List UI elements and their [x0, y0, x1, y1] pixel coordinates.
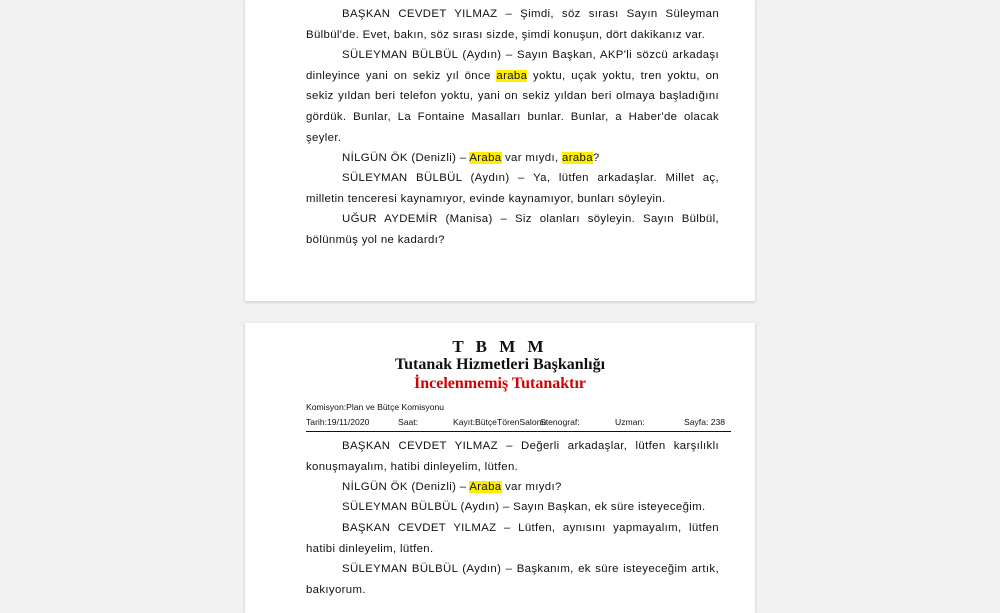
header-incelenmemis-tutanak: İncelenmemiş Tutanaktır	[413, 375, 586, 392]
text-run: SÜLEYMAN BÜLBÜL (Aydın) – Sayın Başkan, ek süre isteyeceğim.	[342, 501, 706, 513]
meta-tarih: Tarih:19/11/2020	[306, 417, 370, 427]
text-run: SÜLEYMAN BÜLBÜL (Aydın) – Sayın Başkan, AKP'li sözcü arkadaşı dinleyince yani on sekiz yıl önce	[306, 49, 719, 82]
text-run: SÜLEYMAN BÜLBÜL (Aydın) – Başkanım, ek süre isteyeceğim artık, bakıyorum.	[306, 563, 719, 596]
highlighted-term: araba	[562, 152, 593, 164]
paragraph	[306, 477, 719, 498]
header-tutanak-hizmetleri: Tutanak Hizmetleri Başkanlığı	[394, 356, 606, 373]
text-run: yoktu, uçak yoktu, tren yoktu, on sekiz yıldan beri telefon yoktu, yani on sekiz yıldan beri olmaya başladığını gördük. Bunlar, La Fontaine Masalları bunlar. Bunlar, a Haber'de olacak şeyler.	[306, 69, 719, 144]
highlighted-term: Araba	[469, 481, 502, 493]
meta-saat: Saat:	[398, 417, 419, 427]
paragraph	[306, 518, 719, 559]
paragraph	[306, 559, 719, 600]
text-run: var mıydı,	[501, 152, 563, 164]
paragraph	[306, 168, 719, 209]
paragraph	[306, 148, 719, 169]
text-run: NİLGÜN ÖK (Denizli) –	[342, 152, 470, 164]
paragraph	[306, 436, 719, 477]
paragraph	[306, 497, 719, 518]
paragraph	[306, 4, 719, 45]
document-page-2	[245, 323, 755, 613]
text-run: BAŞKAN CEVDET YILMAZ – Şimdi, söz sırası Sayın Süleyman Bülbül'de. Evet, bakın, söz sırası sizde, şimdi konuşun, dört dakikanız var.	[306, 8, 719, 41]
meta-komisyon: Komisyon:Plan ve Bütçe Komisyonu	[306, 402, 445, 412]
meta-sayfa: Sayfa: 238	[684, 417, 726, 427]
text-run: BAŞKAN CEVDET YILMAZ – Değerli arkadaşlar, lütfen karşılıklı konuşmayalım, hatibi dinleyelim, lütfen.	[306, 440, 719, 473]
highlighted-term: Araba	[469, 152, 502, 164]
highlighted-term: araba	[496, 69, 528, 82]
text-run: SÜLEYMAN BÜLBÜL (Aydın) – Ya, lütfen arkadaşlar. Millet aç, milletin tenceresi kaynamıyor, evinde kaynamıyor, bunları söyleyin.	[306, 172, 719, 205]
paragraph	[306, 45, 719, 149]
text-run: var mıydı?	[501, 481, 562, 493]
text-run: ?	[592, 152, 600, 164]
paragraph	[306, 209, 719, 250]
meta-uzman: Uzman:	[615, 417, 645, 427]
text-run: BAŞKAN CEVDET YILMAZ – Lütfen, aynısını yapmayalım, lütfen hatibi dinleyelim, lütfen.	[306, 522, 719, 555]
text-run: UĞUR AYDEMİR (Manisa) – Siz olanları söyleyin. Sayın Bülbül, bölünmüş yol ne kadardı?	[306, 213, 719, 246]
meta-kayit: Kayıt:BütçeTörenSalonu	[453, 417, 547, 427]
document-page-1	[245, 0, 755, 301]
meta-stenograf: Stenograf:	[540, 417, 580, 427]
text-run: NİLGÜN ÖK (Denizli) –	[342, 481, 470, 493]
header-tbmm: T B M M	[452, 337, 548, 356]
header-rule	[306, 431, 731, 432]
